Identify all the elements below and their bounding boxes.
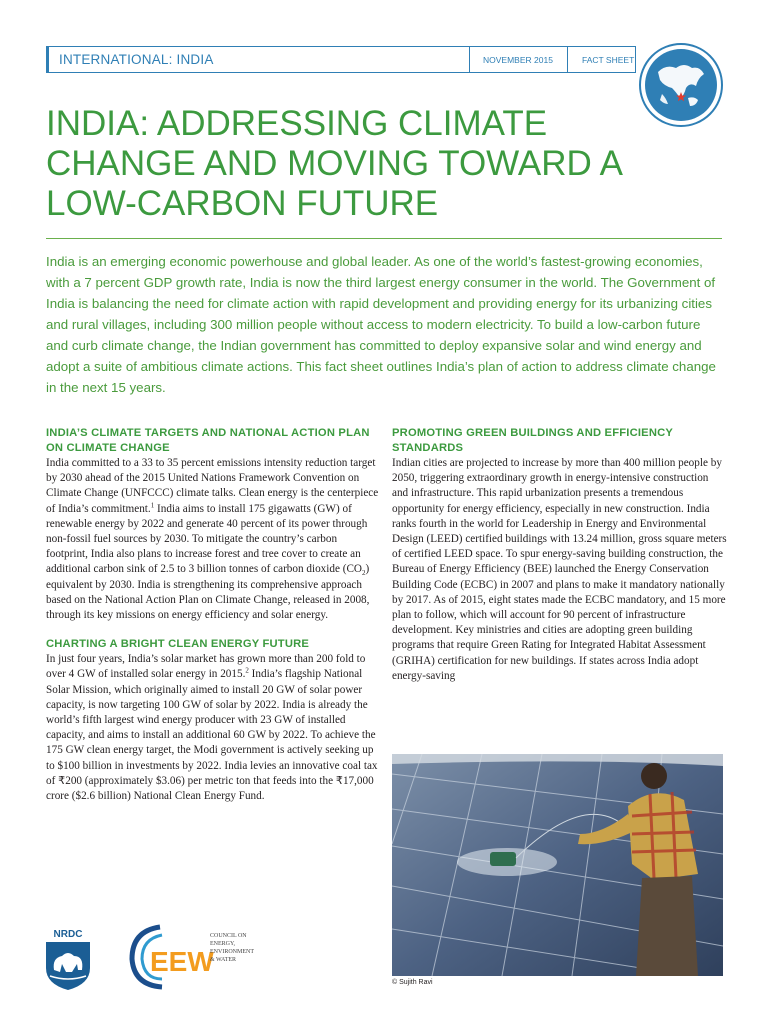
footnote-ref: 1 [150,500,155,509]
ceew-name: COUNCIL ON ENERGY, ENVIRONMENT & WATER [210,933,254,963]
header-bar [46,46,636,73]
doc-type-label: FACT SHEET [582,55,635,65]
header-divider [469,47,470,72]
solar-panel-photo [392,754,723,976]
left-column [46,426,381,804]
divider [46,238,722,239]
ceew-mark: EEW [150,946,214,977]
section-heading-clean-energy: CHARTING A BRIGHT CLEAN ENERGY FUTURE [46,638,310,651]
section-label: INTERNATIONAL: INDIA [59,52,214,67]
date-label: NOVEMBER 2015 [483,55,553,65]
section-body-clean-energy: In just four years, India’s solar market has grown more than 200 fold to over 4 GW of installed solar energy in 2015.$^2$ India’s flagship National Solar Mission, which originally aimed to install 20 GW of solar power capacity, is now targeting 100 GW of solar by 2022. India is already the world’s fifth largest wind energy producer with 23 GW of installed capacity, and aims to install an additional 60 GW by 2022. To achieve the 175 GW clean energy target, the Modi government is actively seeking up to $100 billion in investments by 2022. India levies an innovative coal tax of ₹200 (approximately $3.06) per metric ton that feeds into the ₹17,000 crore ($2.6 billion) National Clean Energy Fund. [46,653,378,803]
intro-paragraph: India is an emerging economic powerhouse and global leader. As one of the world’s fastest-growing economies, with a 7 percent GDP growth rate, India is now the third largest energy consumer in the world. The Government of India is balancing the need for climate action with rapid development and providing energy for its urbanizing cities and rural villages, including 300 million people without access to modern electricity. To build a low-carbon future and curb climate change, the Indian government has committed to deploy expansive solar and wind energy and adopt a suite of ambitious climate actions. This fact sheet outlines India’s plan of action to address climate change in the next 15 years. [46,254,716,395]
photo-credit: © Sujith Ravi [392,979,433,986]
header-divider [567,47,568,72]
nrdc-logo-text: NRDC [53,929,83,940]
section-heading-targets: INDIA’S CLIMATE TARGETS AND NATIONAL ACTION PLAN ON CLIMATE CHANGE [46,427,370,454]
page-title: INDIA: ADDRESSING CLIMATE CHANGE AND MOVING TOWARD A LOW-CARBON FUTURE [46,104,622,223]
section-body-green-buildings: Indian cities are projected to increase by more than 400 million people by 2050, triggering extraordinary growth in energy-intensive construction and infrastructure. This rapid urbanization presents a tremendous opportunity for energy efficiency, especially in new construction. India ranks fourth in the world for Leadership in Energy and Environmental Design (LEED) certified buildings with 13.24 million, gross square meters of certified LEED space. To spur energy-saving building construction, the Bureau of Energy Efficiency (BEE) launched the Energy Conservation Building Code (ECBC) in 2007 and plans to make it mandatory nationally by 2017. As of 2015, eight states made the ECBC mandatory, and 15 more plan to follow, which will account for 90 percent of infrastructure development. Key ministries and cities are adopting green building programs that require Green Rating for Integrated Habitat Assessment (GRIHA) certification for new buildings. If states across India adopt energy-saving [392,457,727,682]
footnote-ref: 2 [245,666,249,675]
section-heading-green-buildings: PROMOTING GREEN BUILDINGS AND EFFICIENCY STANDARDS [392,427,673,454]
section-body-targets: India committed to a 33 to 35 percent emissions intensity reduction target by 2030 ahead of the 2015 United Nations Framework Convention on Climate Change (UNFCCC) climate talks. Clean energy is the centerpiece of India’s commitment.$^1$ India aims to install 175 gigawatts (GW) of renewable energy by 2022 and generate 40 percent of its power through non-fossil fuel sources by 2030. To mitigate the country’s carbon footprint, India also plans to increase forest and tree cover to create an additional carbon sink of 2.5 to 3 billion tonnes of carbon dioxide $(CO_2)$ equivalent by 2030. India is strengthening its comprehensive approach based on the National Action Plan on Climate Change, released in 2008, through its key missions on energy efficiency and solar energy. [46,457,379,622]
nrdc-logo [42,926,94,992]
right-column [392,426,727,684]
